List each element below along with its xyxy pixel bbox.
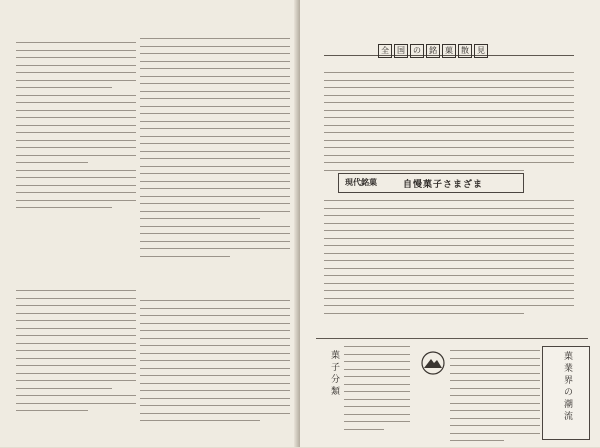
- feature-title-char: 全: [378, 44, 392, 58]
- section-title-box: [338, 173, 524, 193]
- ad-title: 菓業界の潮流: [562, 351, 572, 423]
- ad-box: [542, 346, 590, 440]
- feature-title-char: 見: [474, 44, 488, 58]
- left-column-upper: [16, 38, 136, 215]
- mountain-logo-icon: [420, 350, 446, 376]
- bottom-divider: [316, 338, 588, 339]
- section-label: 現代銘菓: [345, 177, 377, 187]
- left-column-upper-right: [140, 38, 290, 263]
- feature-title-char: 散: [458, 44, 472, 58]
- ad-listing: [450, 350, 540, 448]
- right-page: [300, 0, 600, 447]
- bottom-column-label: 菓子分類: [329, 350, 339, 398]
- left-column-lower-right: [140, 300, 290, 428]
- section-title: 自慢菓子さまざま: [403, 180, 484, 190]
- feature-title-char: 銘: [426, 44, 440, 58]
- feature-title-char: 国: [394, 44, 408, 58]
- bottom-column-text: [344, 346, 410, 436]
- left-page: [0, 0, 300, 447]
- left-column-lower: [16, 290, 136, 418]
- section-body: [324, 200, 574, 320]
- feature-title-char: 菓: [442, 44, 456, 58]
- feature-title: [378, 44, 488, 58]
- intro-paragraph: [324, 72, 574, 177]
- feature-title-char: の: [410, 44, 424, 58]
